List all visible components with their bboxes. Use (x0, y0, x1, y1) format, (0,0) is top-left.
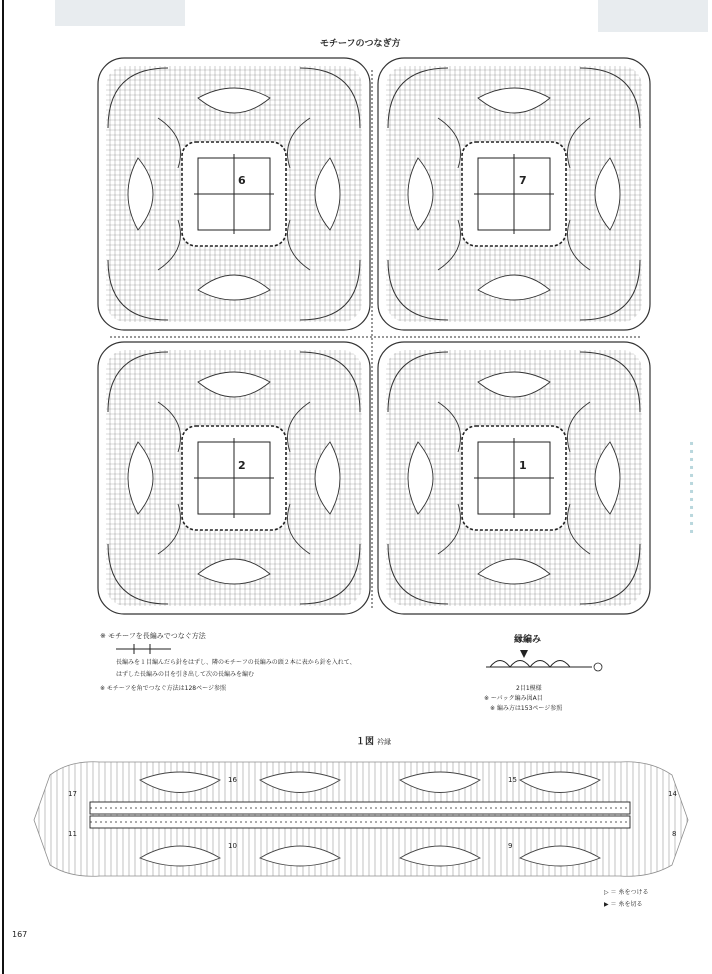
motif-number-6: 6 (238, 174, 246, 187)
join-symbol (116, 644, 176, 654)
join-reference: ※ モチーフを角でつなぐ方法は128ページ参照 (100, 685, 226, 692)
collar-label-11: 11 (68, 830, 77, 838)
motif-number-7: 7 (519, 174, 527, 187)
motif-number-2: 2 (238, 459, 246, 472)
cut-arrow-icon: ▶ (604, 901, 609, 908)
edging-diagram (480, 650, 610, 680)
join-method-line1: 長編みを１目編んだら針をはずし、隣のモチーフの長編みの頭２本に表から針を入れて、 (116, 659, 356, 666)
collar-label-14: 14 (668, 790, 677, 798)
edging-title: 縁編み (514, 635, 542, 645)
legend-attach-yarn (604, 888, 648, 897)
figure-title (356, 738, 391, 747)
edging-note-2: ※ 編み方は153ページ参照 (490, 705, 563, 712)
join-method-line2: はずした長編みの目を引き出して次の長編みを編む (116, 671, 255, 678)
collar-label-9: 9 (508, 842, 513, 850)
figure-subtitle: 衿縁 (377, 738, 392, 746)
legend-cut-yarn (604, 900, 642, 909)
motif-number-1: 1 (519, 459, 527, 472)
collar-edging-diagram (0, 750, 712, 900)
side-bleed-text: ▪▪▪▪▪▪▪▪▪▪▪▪ (688, 440, 695, 536)
attach-arrow-icon: ▷ (604, 889, 609, 896)
join-method-title: ※ モチーフを長編みでつなぐ方法 (100, 632, 206, 640)
collar-label-16: 16 (228, 776, 237, 784)
legend-cut-label: ＝ 糸を切る (610, 901, 643, 908)
collar-label-10: 10 (228, 842, 237, 850)
collar-label-8: 8 (672, 830, 677, 838)
collar-label-15: 15 (508, 776, 517, 784)
edging-note-1: ※ ーパック編み図A目 (484, 695, 543, 702)
figure-number: １図 (356, 737, 375, 747)
edging-pattern-label: 2目1模様 (516, 685, 542, 692)
page-number: 167 (12, 930, 28, 939)
page-title: モチーフのつなぎ方 (320, 39, 401, 49)
collar-label-17: 17 (68, 790, 77, 798)
legend-attach-label: ＝ 糸をつける (610, 889, 649, 896)
